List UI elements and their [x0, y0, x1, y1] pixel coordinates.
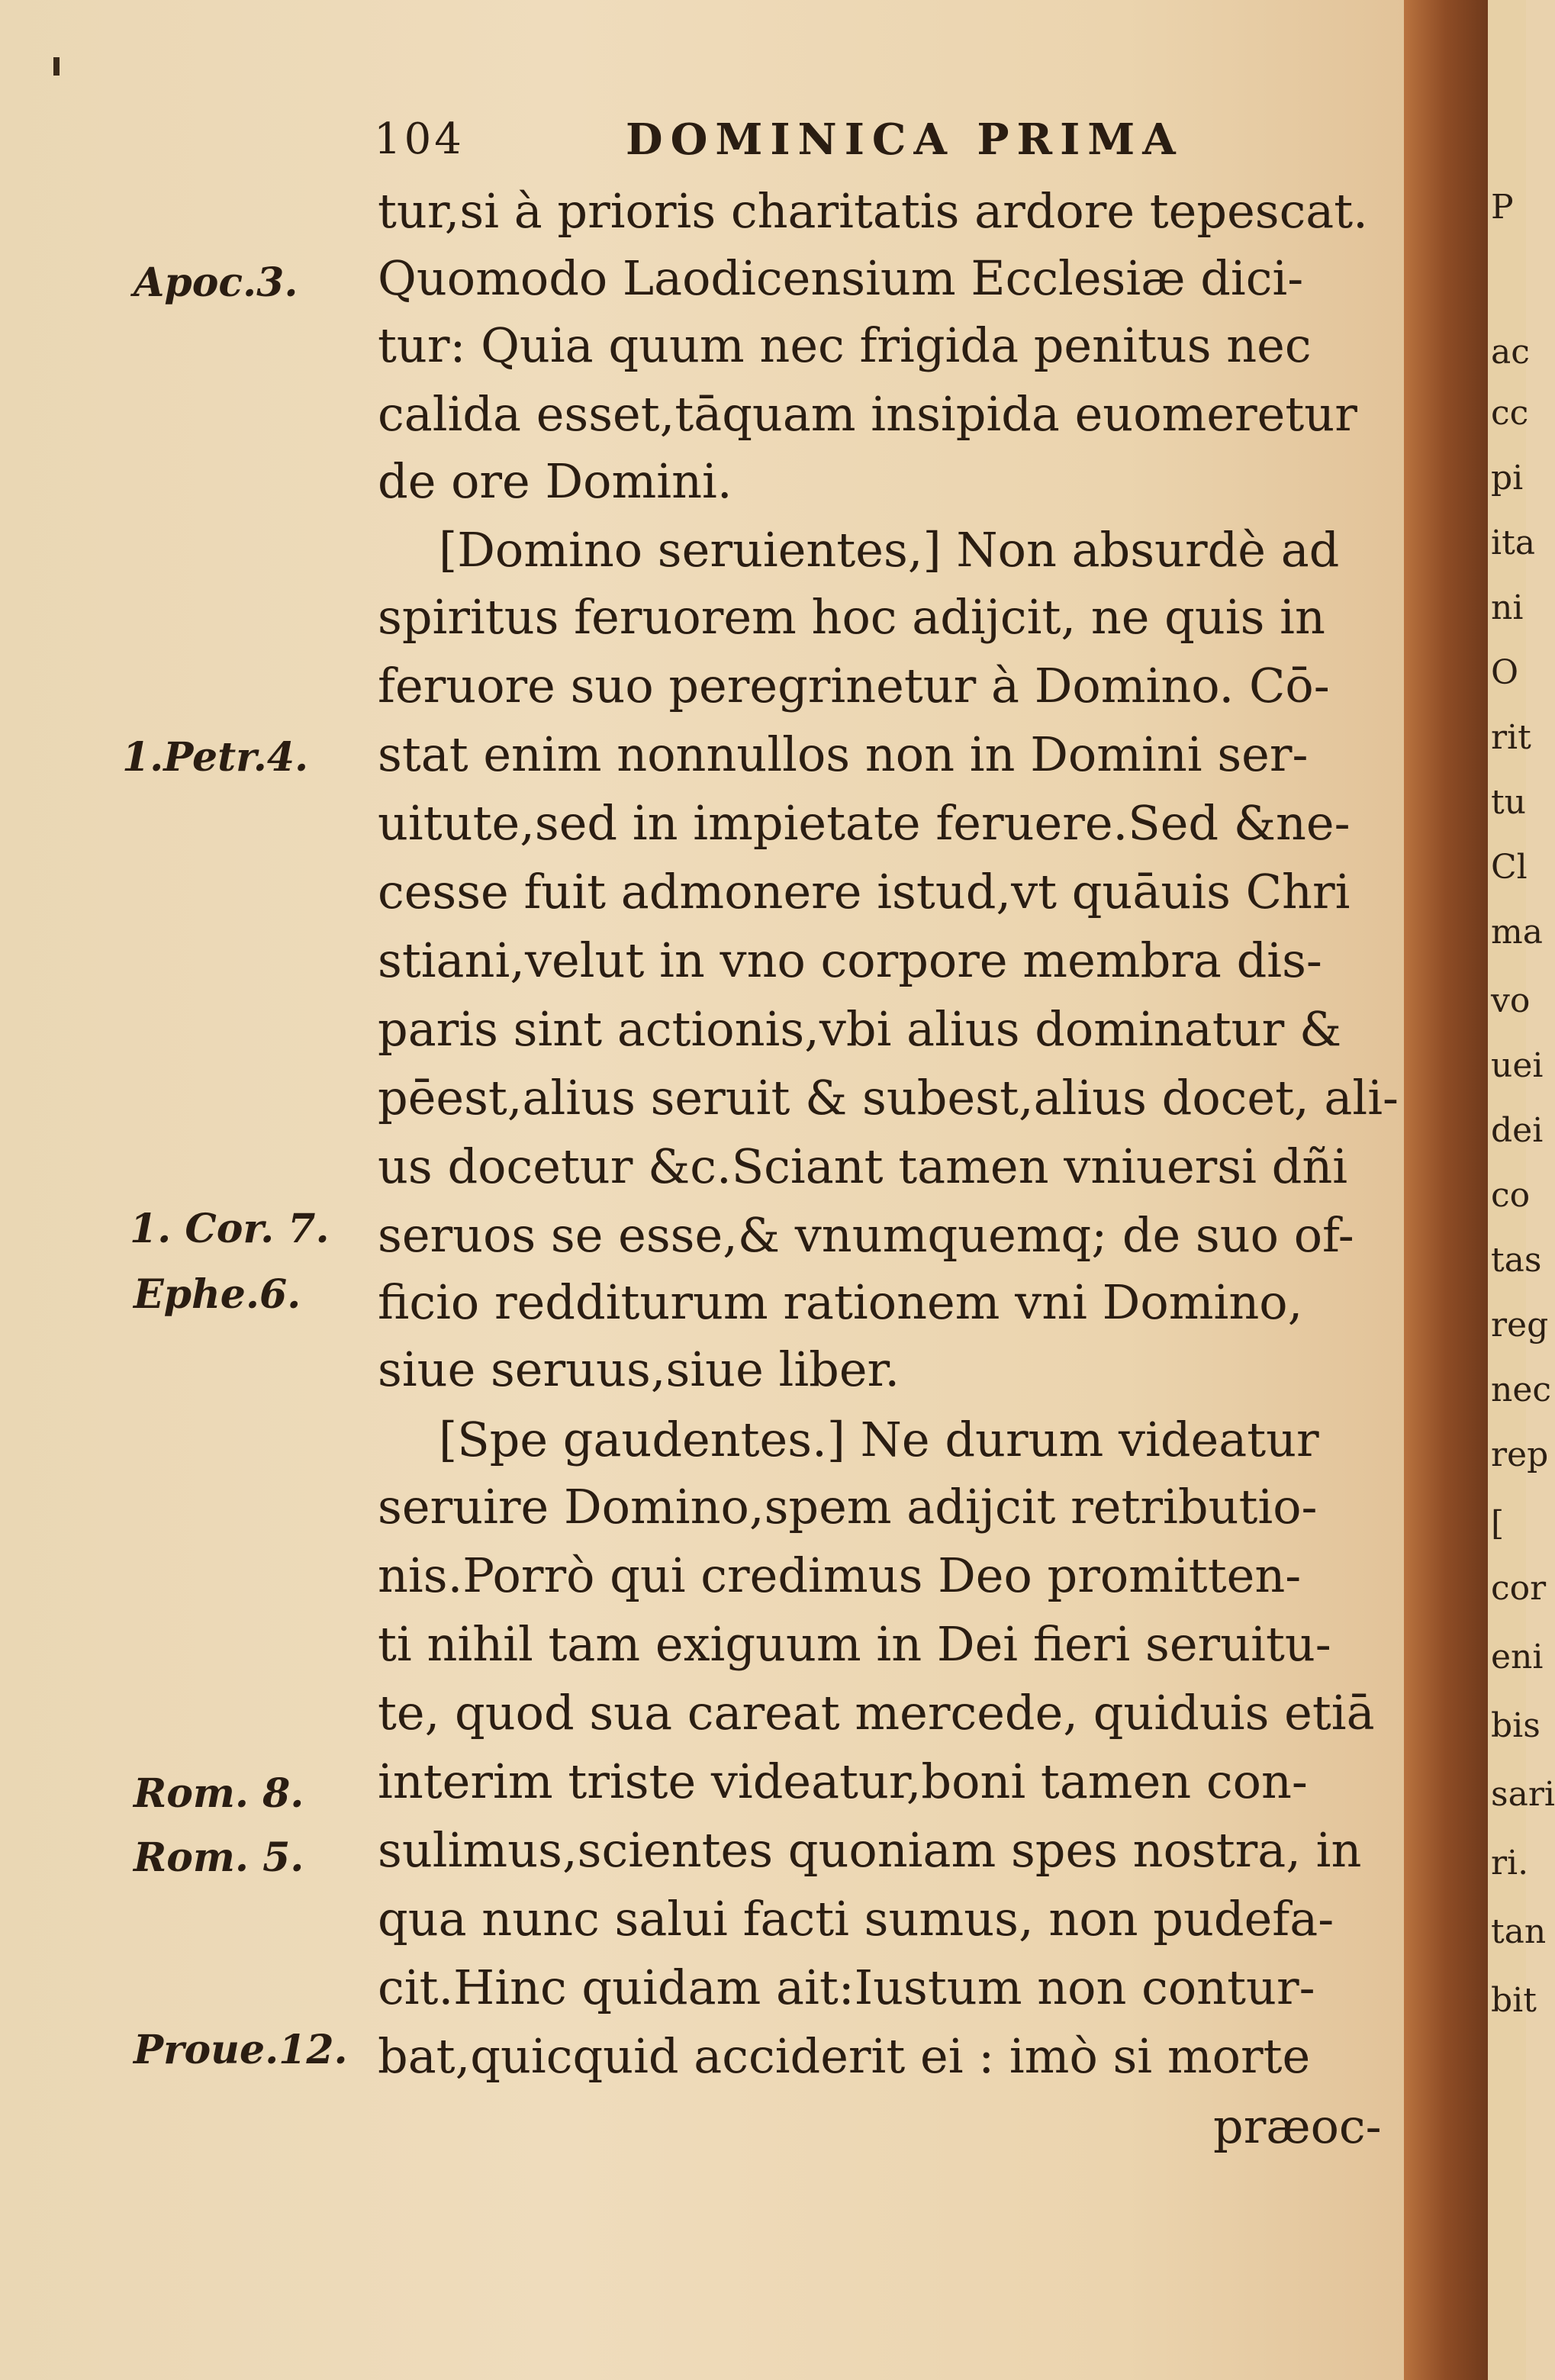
text-line: feruore suo peregrinetur à Domino. Cō- [378, 658, 1330, 713]
text-line: paris sint actionis,vbi alius dominatur & [378, 1001, 1342, 1057]
text-line: bat,quicquid acciderit ei : imò si morte [378, 2028, 1311, 2084]
text-line: stiani,velut in vno corpore membra dis- [378, 932, 1322, 988]
margin-reference: 1.Petr.4. [122, 734, 309, 781]
facing-page-fragment: tas [1491, 1241, 1542, 1280]
facing-page-fragment: ni [1491, 588, 1524, 627]
text-line: ficio redditurum rationem vni Domino, [378, 1274, 1303, 1330]
margin-reference: Rom. 8. [134, 1770, 304, 1817]
text-line: [Domino seruientes,] Non absurdè ad [439, 522, 1340, 578]
catchword: præoc- [1213, 2098, 1382, 2154]
facing-page-fragment: Cl [1491, 848, 1528, 887]
text-line: seruos se esse,& vnumquemq; de suo of- [378, 1207, 1354, 1263]
text-line: sulimus,scientes quoniam spes nostra, in [378, 1822, 1362, 1878]
text-line: cit.Hinc quidam ait:Iustum non contur- [378, 1960, 1315, 2015]
text-line: interim triste videatur,boni tamen con- [378, 1754, 1308, 1809]
book-gutter [1404, 0, 1488, 2380]
facing-page-fragment: ac [1491, 333, 1530, 372]
text-line: us docetur &c.Sciant tamen vniuersi dñi [378, 1138, 1348, 1194]
text-line: spiritus feruorem hoc adijcit, ne quis in [378, 589, 1325, 645]
facing-page-fragment: ita [1491, 523, 1535, 562]
facing-page-fragment: co [1491, 1176, 1531, 1215]
facing-page-edge [1488, 0, 1555, 2380]
facing-page-fragment: bis [1491, 1706, 1541, 1745]
facing-page-fragment: ma [1491, 913, 1543, 952]
margin-reference: Proue.12. [134, 2027, 348, 2073]
facing-page-fragment: sari [1491, 1775, 1555, 1814]
margin-reference: Rom. 5. [134, 1834, 304, 1881]
facing-page-fragment: ri. [1491, 1844, 1529, 1882]
facing-page-fragment: O [1491, 653, 1519, 692]
page-header [374, 114, 1366, 176]
text-line: uitute,sed in impietate feruere.Sed &ne- [378, 795, 1351, 851]
margin-reference: Apoc.3. [134, 259, 298, 306]
text-line: te, quod sua careat mercede, quiduis etiā [378, 1685, 1375, 1741]
facing-page-fragment: rep [1491, 1435, 1549, 1474]
running-title: DOMINICA PRIMA [626, 114, 1183, 165]
facing-page-fragment: eni [1491, 1638, 1544, 1676]
text-line: pēest,alius seruit & subest,alius docet, ali- [378, 1070, 1399, 1126]
text-line: ti nihil tam exiguum in Dei fieri seruitu- [378, 1616, 1331, 1672]
facing-page-fragment: bit [1491, 1981, 1537, 2020]
text-line: calida esset,tāquam insipida euomeretur [378, 386, 1357, 442]
facing-page-fragment: nec [1491, 1370, 1552, 1409]
facing-page-fragment: vo [1491, 981, 1531, 1020]
margin-reference: Ephe.6. [134, 1271, 301, 1318]
facing-page-fragment: uei [1491, 1046, 1544, 1085]
text-line: qua nunc salui facti sumus, non pudefa- [378, 1891, 1334, 1947]
text-line: nis.Porrò qui credimus Deo promitten- [378, 1547, 1302, 1603]
text-line: Quomodo Laodicensium Ecclesiæ dici- [378, 250, 1304, 306]
page-number: 104 [374, 114, 465, 164]
text-line: tur,si à prioris charitatis ardore tepescat. [378, 183, 1368, 239]
facing-page-fragment: P [1491, 188, 1514, 227]
text-line: tur: Quia quum nec frigida penitus nec [378, 317, 1312, 373]
facing-page-fragment: [ [1491, 1504, 1505, 1543]
text-line: seruire Domino,spem adijcit retributio- [378, 1479, 1318, 1535]
facing-page-fragment: pi [1491, 459, 1524, 498]
text-line: stat enim nonnullos non in Domini ser- [378, 726, 1309, 782]
facing-page-fragment: reg [1491, 1306, 1549, 1345]
text-line: de ore Domini. [378, 453, 732, 509]
margin-reference: 1. Cor. 7. [130, 1206, 330, 1252]
facing-page-fragment: tu [1491, 783, 1527, 822]
text-line: siue seruus,siue liber. [378, 1341, 900, 1397]
facing-page-fragment: cor [1491, 1569, 1547, 1608]
text-line: cesse fuit admonere istud,vt quāuis Chri [378, 864, 1351, 919]
facing-page-fragment: cc [1491, 394, 1529, 433]
facing-page-fragment: rit [1491, 718, 1531, 757]
facing-page-fragment: dei [1491, 1111, 1544, 1150]
ink-mark [53, 57, 60, 76]
facing-page-fragment: tan [1491, 1912, 1547, 1951]
text-line: [Spe gaudentes.] Ne durum videatur [439, 1412, 1319, 1467]
